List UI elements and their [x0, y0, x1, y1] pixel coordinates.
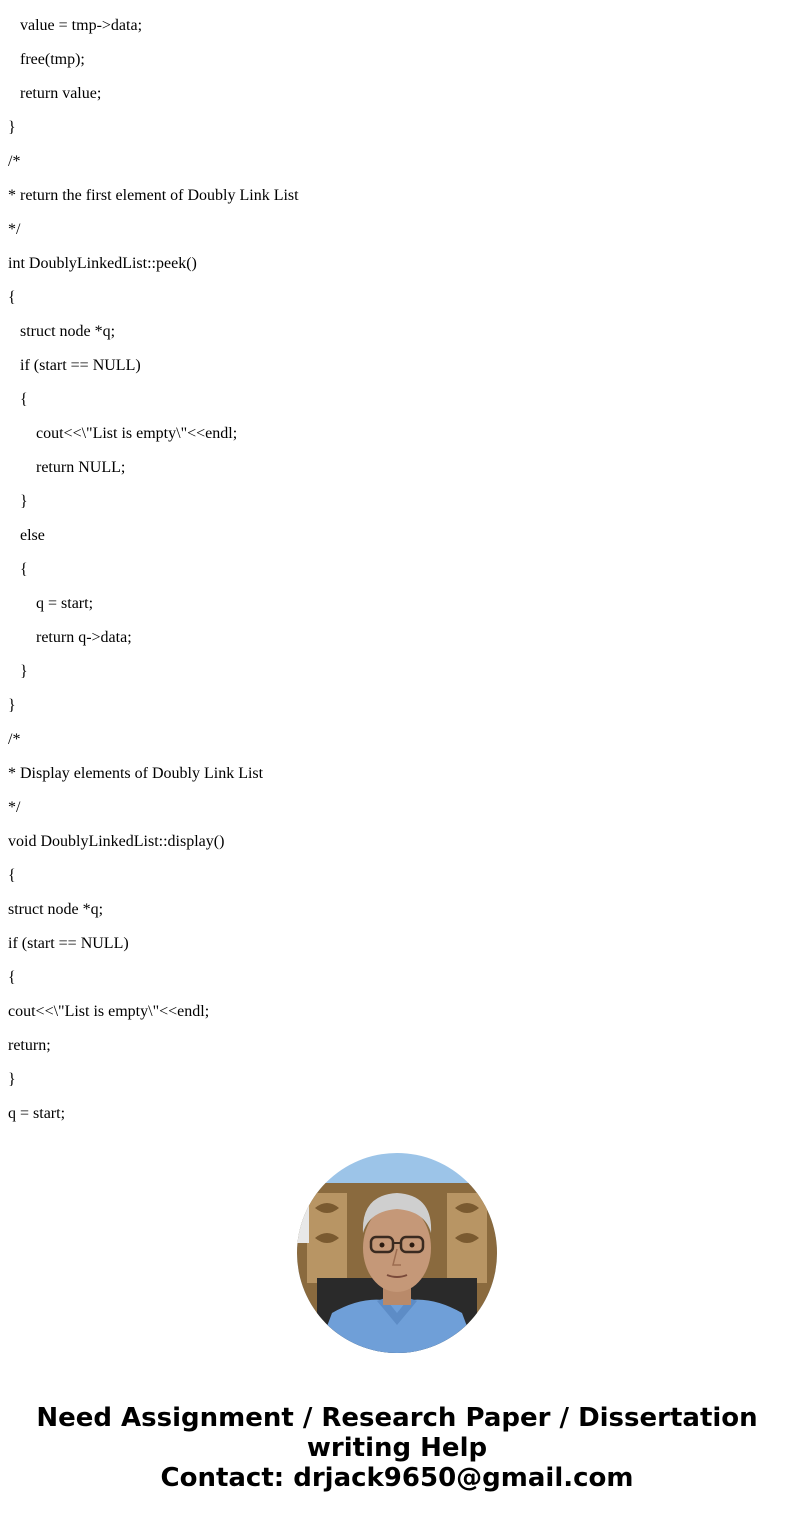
code-line: value = tmp->data; — [20, 17, 143, 34]
code-line: return NULL; — [36, 459, 126, 476]
code-line: * Display elements of Doubly Link List — [8, 765, 264, 782]
code-line: return q->data; — [36, 629, 132, 646]
promo-headline: Need Assignment / Research Paper / Dissertation — [36, 1403, 758, 1433]
code-line: } — [8, 697, 16, 714]
code-line: if (start == NULL) — [20, 357, 141, 374]
code-line: } — [8, 119, 16, 136]
code-line: free(tmp); — [20, 51, 85, 68]
code-line: */ — [8, 799, 21, 816]
code-line: void DoublyLinkedList::display() — [8, 833, 225, 850]
code-line: } — [20, 493, 28, 510]
code-line: * return the first element of Doubly Link List — [8, 187, 299, 204]
code-line: else — [20, 527, 45, 544]
code-listing — [0, 9, 794, 1131]
author-avatar — [297, 1153, 497, 1353]
code-line: return; — [8, 1037, 51, 1054]
code-line: q = start; — [36, 595, 94, 612]
code-line: { — [20, 561, 28, 578]
code-line: /* — [8, 731, 21, 748]
code-line: q = start; — [8, 1105, 66, 1122]
code-line: if (start == NULL) — [8, 935, 129, 952]
contact-email: Contact: drjack9650@gmail.com — [160, 1463, 634, 1493]
code-line: int DoublyLinkedList::peek() — [8, 255, 197, 272]
code-line: { — [20, 391, 28, 408]
code-line: /* — [8, 153, 21, 170]
portrait-image — [297, 1153, 497, 1353]
code-line: */ — [8, 221, 21, 238]
code-line: cout<<\"List is empty\"<<endl; — [36, 425, 238, 442]
code-line: struct node *q; — [20, 323, 116, 340]
code-line: { — [8, 289, 16, 306]
contact-banner — [0, 1403, 794, 1493]
code-line: { — [8, 969, 16, 986]
promo-subline: writing Help — [306, 1433, 488, 1463]
code-line: } — [8, 1071, 16, 1088]
code-line: return value; — [20, 85, 102, 102]
code-line: } — [20, 663, 28, 680]
code-line: struct node *q; — [8, 901, 104, 918]
code-line: { — [8, 867, 16, 884]
code-line: cout<<\"List is empty\"<<endl; — [8, 1003, 210, 1020]
